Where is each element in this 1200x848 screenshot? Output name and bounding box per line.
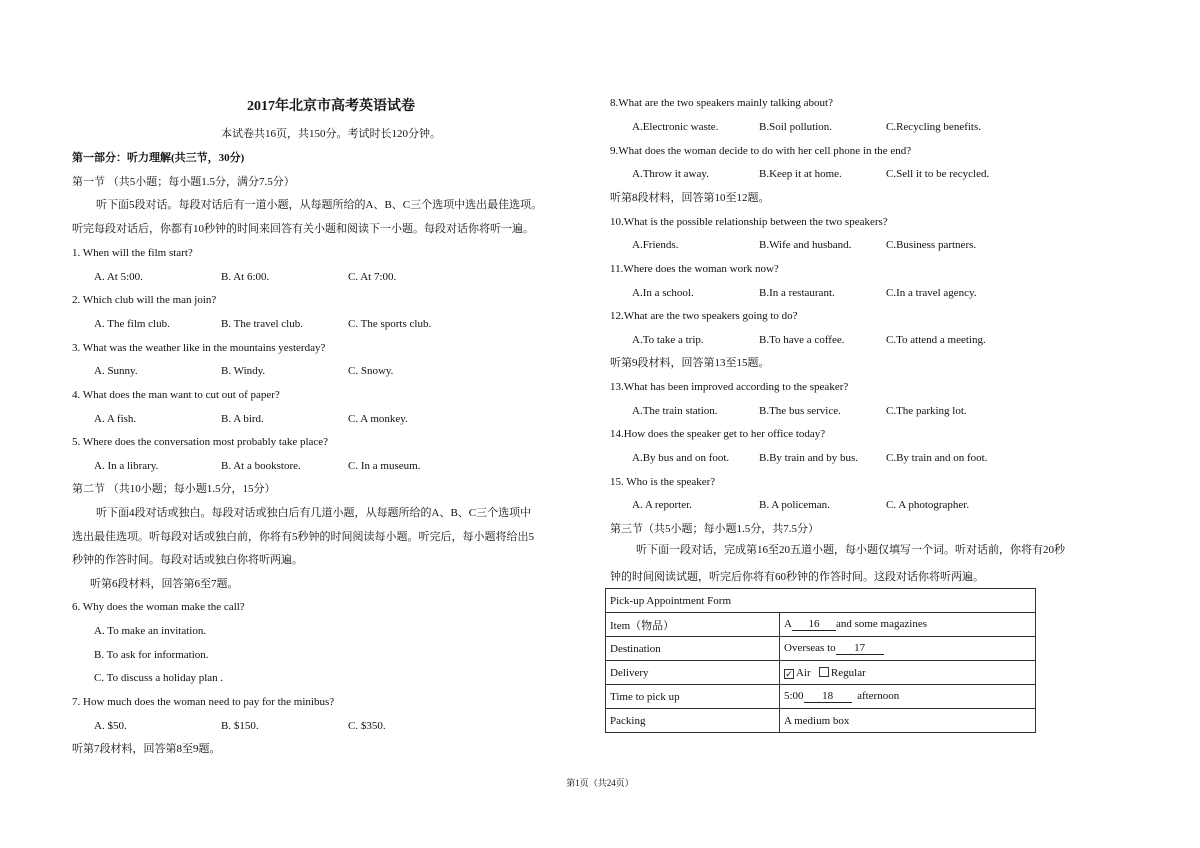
option-b: B.The bus service. bbox=[759, 405, 841, 417]
form-value bbox=[780, 685, 1036, 709]
form-label: Item（物品） bbox=[606, 613, 780, 637]
section2-instruction: 秒钟的作答时间。每段对话或独白你将听两遍。 bbox=[72, 554, 303, 566]
option-b: B. A policeman. bbox=[759, 499, 830, 511]
option-a: A.Throw it away. bbox=[632, 168, 709, 180]
form-prefix: Overseas to bbox=[784, 642, 836, 654]
exam-info: 本试卷共16页，共150分。考试时长120分钟。 bbox=[221, 128, 441, 140]
part1-heading: 第一部分：听力理解(共三节，30分) bbox=[72, 152, 245, 164]
option-b: B.Soil pollution. bbox=[759, 121, 833, 133]
section2-instruction: 听下面4段对话或独白。每段对话或独白后有几道小题，从每题所给的A、B、C三个选项中 bbox=[96, 507, 532, 519]
option-c: C. In a museum. bbox=[348, 460, 421, 472]
answer-blank-16[interactable]: 16 bbox=[792, 618, 836, 631]
option-c: C. The sports club. bbox=[348, 318, 432, 330]
form-prefix: 5:00 bbox=[784, 690, 804, 702]
section1-instruction: 听下面5段对话。每段对话后有一道小题，从每题所给的A、B、C三个选项中选出最佳选项。 bbox=[96, 199, 543, 211]
form-value bbox=[780, 613, 1036, 637]
option-b: B.By train and by bus. bbox=[759, 452, 858, 464]
option-c: C.In a travel agency. bbox=[886, 287, 977, 299]
delivery-option-regular: Regular bbox=[830, 666, 866, 679]
option-c: C.Sell it to be recycled. bbox=[886, 168, 990, 180]
page-footer: 第1页（共24页） bbox=[566, 778, 634, 788]
form-label: Delivery bbox=[606, 661, 780, 685]
form-value: A medium box bbox=[780, 709, 1036, 733]
material-note: 听第8段材料，回答第10至12题。 bbox=[610, 192, 770, 204]
option-b: B.Wife and husband. bbox=[759, 239, 852, 251]
option-b: B. At 6:00. bbox=[221, 271, 270, 283]
form-value bbox=[780, 661, 1036, 685]
option-b: B. At a bookstore. bbox=[221, 460, 301, 472]
table-row bbox=[606, 709, 1036, 733]
option-a: A. A reporter. bbox=[632, 499, 692, 511]
option-a: A. Sunny. bbox=[94, 365, 138, 377]
option-a: A.By bus and on foot. bbox=[632, 452, 730, 464]
option-c: C.Recycling benefits. bbox=[886, 121, 982, 133]
option-b: B.To have a coffee. bbox=[759, 334, 845, 346]
form-label: Destination bbox=[606, 637, 780, 661]
question-text: 6. Why does the woman make the call? bbox=[72, 601, 245, 613]
option-c: C.By train and on foot. bbox=[886, 452, 988, 464]
option-a: A. The film club. bbox=[94, 318, 170, 330]
checked-box-icon[interactable]: ✓ bbox=[785, 668, 793, 679]
table-row bbox=[606, 637, 1036, 661]
option-c: C.Business partners. bbox=[886, 239, 977, 251]
answer-blank-17[interactable]: 17 bbox=[836, 642, 884, 655]
option-c: C.The parking lot. bbox=[886, 405, 967, 417]
section3-instruction: 钟的时间阅读试题，听完后你将有60秒钟的作答时间。这段对话你将听两遍。 bbox=[610, 571, 984, 583]
question-text: 9.What does the woman decide to do with her cell phone in the end? bbox=[610, 145, 912, 157]
form-title: Pick-up Appointment Form bbox=[606, 589, 1036, 613]
question-text: 3. What was the weather like in the mountains yesterday? bbox=[72, 342, 326, 354]
material-note: 听第9段材料，回答第13至15题。 bbox=[610, 357, 770, 369]
form-prefix: A bbox=[784, 618, 792, 630]
option-b: B.Keep it at home. bbox=[759, 168, 842, 180]
option-c: C. To discuss a holiday plan . bbox=[94, 672, 224, 684]
table-row bbox=[606, 661, 1036, 685]
question-text: 13.What has been improved according to the speaker? bbox=[610, 381, 849, 393]
material-note: 听第7段材料，回答第8至9题。 bbox=[72, 743, 221, 755]
section2-heading: 第二节 （共10小题；每小题1.5分，15分） bbox=[72, 483, 276, 495]
option-c: C. A photographer. bbox=[886, 499, 970, 511]
option-a: A.To take a trip. bbox=[632, 334, 704, 346]
option-b: B. A bird. bbox=[221, 413, 264, 425]
question-text: 10.What is the possible relationship between the two speakers? bbox=[610, 216, 888, 228]
option-a: A.Electronic waste. bbox=[632, 121, 719, 133]
form-label: Packing bbox=[606, 709, 780, 733]
option-a: A. $50. bbox=[94, 720, 127, 732]
material-note: 听第6段材料，回答第6至7题。 bbox=[90, 578, 239, 590]
option-a: A.The train station. bbox=[632, 405, 718, 417]
question-text: 15. Who is the speaker? bbox=[610, 476, 716, 488]
option-b: B. To ask for information. bbox=[94, 649, 209, 661]
delivery-option-air: Air bbox=[796, 666, 811, 679]
question-text: 12.What are the two speakers going to do? bbox=[610, 310, 798, 322]
option-a: A.Friends. bbox=[632, 239, 679, 251]
option-c: C. Snowy. bbox=[348, 365, 394, 377]
form-label: Time to pick up bbox=[606, 685, 780, 709]
option-b: B. $150. bbox=[221, 720, 259, 732]
option-b: B.In a restaurant. bbox=[759, 287, 835, 299]
option-c: C.To attend a meeting. bbox=[886, 334, 986, 346]
option-a: A. At 5:00. bbox=[94, 271, 143, 283]
answer-blank-18[interactable]: 18 bbox=[804, 690, 852, 703]
question-text: 7. How much does the woman need to pay for the minibus? bbox=[72, 696, 335, 708]
checkbox-icon[interactable] bbox=[819, 667, 829, 677]
option-c: C. A monkey. bbox=[348, 413, 408, 425]
table-row bbox=[606, 613, 1036, 637]
question-text: 4. What does the man want to cut out of paper? bbox=[72, 389, 280, 401]
option-c: C. At 7:00. bbox=[348, 271, 397, 283]
form-value bbox=[780, 637, 1036, 661]
form-suffix: and some magazines bbox=[835, 618, 927, 630]
question-text: 5. Where does the conversation most probably take place? bbox=[72, 436, 329, 448]
section3-heading: 第三节（共5小题；每小题1.5分，共7.5分） bbox=[610, 523, 819, 535]
question-text: 1. When will the film start? bbox=[72, 247, 193, 259]
option-b: B. The travel club. bbox=[221, 318, 303, 330]
table-row bbox=[606, 589, 1036, 613]
section1-instruction: 听完每段对话后，你都有10秒钟的时间来回答有关小题和阅读下一小题。每段对话你将听一遍。 bbox=[72, 223, 534, 235]
pickup-form-table bbox=[605, 588, 1036, 733]
option-a: A. To make an invitation. bbox=[94, 625, 207, 637]
option-a: A.In a school. bbox=[632, 287, 694, 299]
question-text: 14.How does the speaker get to her office today? bbox=[610, 428, 826, 440]
question-text: 8.What are the two speakers mainly talking about? bbox=[610, 97, 833, 109]
form-suffix: afternoon bbox=[857, 690, 900, 702]
table-row bbox=[606, 685, 1036, 709]
option-c: C. $350. bbox=[348, 720, 386, 732]
option-a: A. In a library. bbox=[94, 460, 159, 472]
section2-instruction: 选出最佳选项。听每段对话或独白前，你将有5秒钟的时间阅读每小题。听完后，每小题将给出5 bbox=[72, 531, 534, 543]
option-a: A. A fish. bbox=[94, 413, 137, 425]
section3-instruction: 听下面一段对话，完成第16至20五道小题，每小题仅填写一个词。听对话前，你将有20秒 bbox=[636, 544, 1065, 556]
page-title: 2017年北京市高考英语试卷 bbox=[247, 99, 415, 114]
option-b: B. Windy. bbox=[221, 365, 266, 377]
question-text: 11.Where does the woman work now? bbox=[610, 263, 779, 275]
section1-heading: 第一节 （共5小题；每小题1.5分，满分7.5分） bbox=[72, 176, 295, 188]
question-text: 2. Which club will the man join? bbox=[72, 294, 217, 306]
